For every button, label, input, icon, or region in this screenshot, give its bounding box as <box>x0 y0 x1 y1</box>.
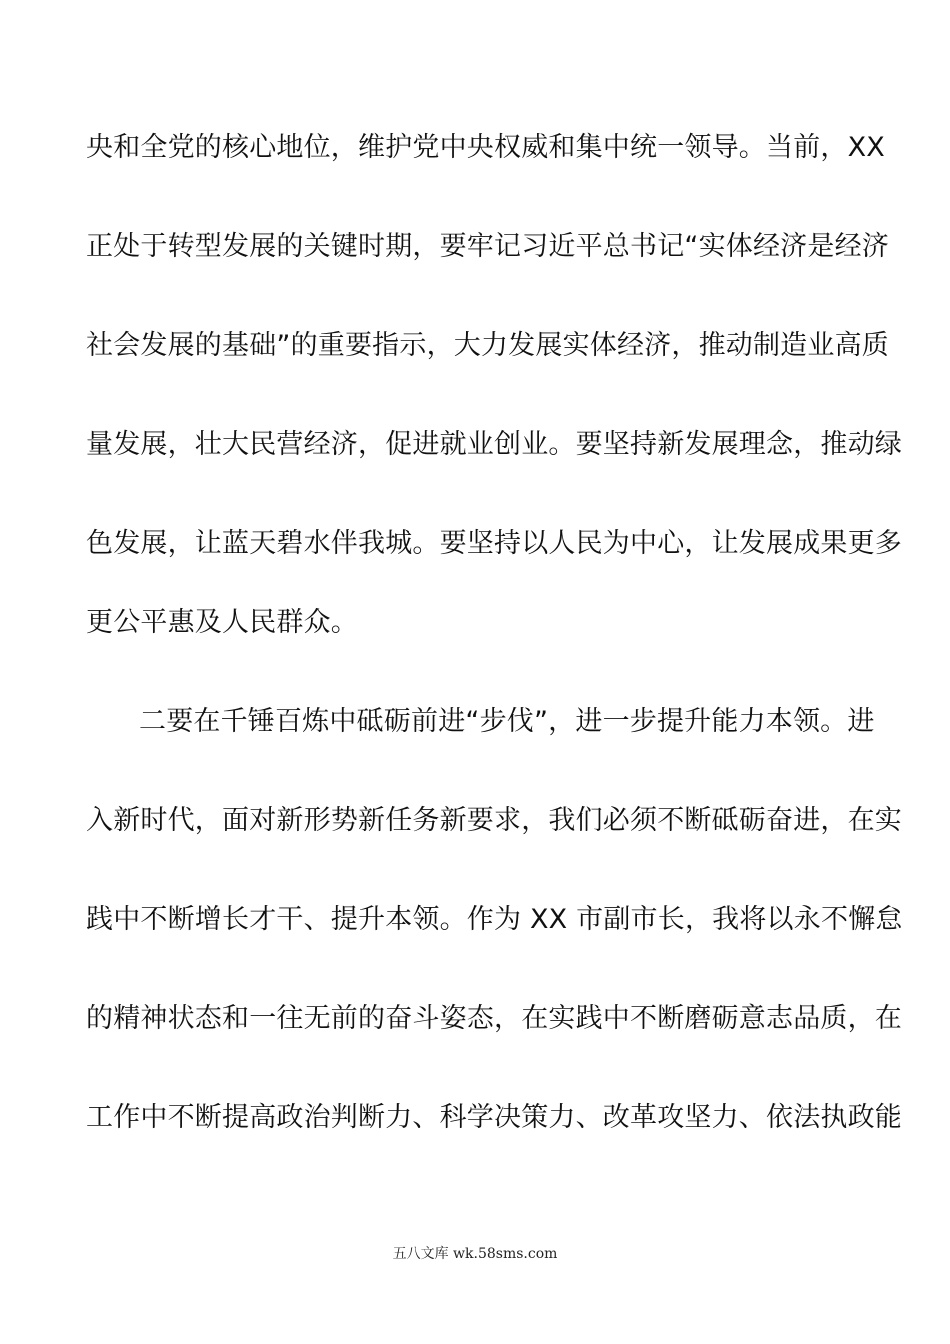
paragraph-first-line: 二要在千锤百炼中砥砺前进“步伐”，进一步提升能力本领。进 <box>139 706 875 737</box>
text-line: 色发展，让蓝天碧水伴我城。要坚持以人民为中心，让发展成果更多 <box>86 528 902 559</box>
page-footer-watermark: 五八文库 wk.58sms.com <box>392 1246 558 1262</box>
text-line: 央和全党的核心地位，维护党中央权威和集中统一领导。当前，XX <box>86 132 885 163</box>
text-line: 社会发展的基础”的重要指示，大力发展实体经济，推动制造业高质 <box>86 330 889 361</box>
text-line: 的精神状态和一往无前的奋斗姿态，在实践中不断磨砺意志品质，在 <box>86 1003 902 1034</box>
text-line: 量发展，壮大民营经济，促进就业创业。要坚持新发展理念，推动绿 <box>86 429 902 460</box>
text-line: 正处于转型发展的关键时期，要牢记习近平总书记“实体经济是经济 <box>86 231 889 262</box>
text-line: 更公平惠及人民群众。 <box>86 607 358 638</box>
text-line: 践中不断增长才干、提升本领。作为 XX 市副市长，我将以永不懈怠 <box>86 904 903 935</box>
text-line: 入新时代，面对新形势新任务新要求，我们必须不断砥砺奋进，在实 <box>86 805 902 836</box>
text-line: 工作中不断提高政治判断力、科学决策力、改革攻坚力、依法执政能 <box>86 1102 902 1133</box>
